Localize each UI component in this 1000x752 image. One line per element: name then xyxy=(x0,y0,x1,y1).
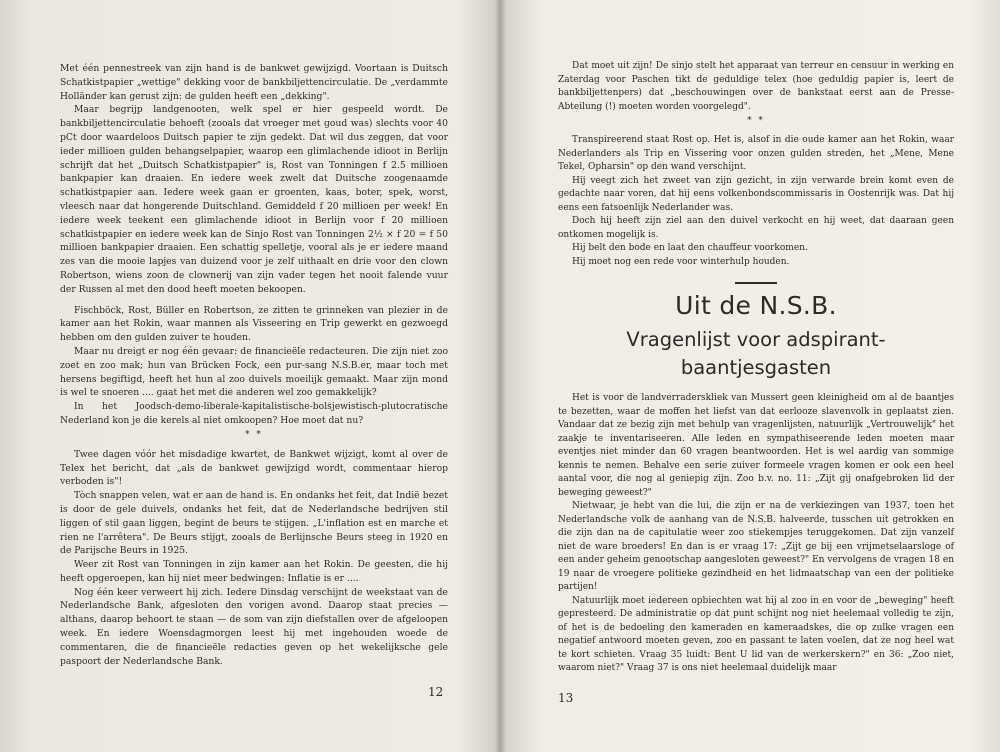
paragraph: Fischböck, Rost, Büller en Robertson, ze zitten te grinneken van plezier in de kamer aan het Rokin, waar mannen als Visseering en Trip gewerkt en gezwoegd hebben om den gulden zuiver te houden. xyxy=(60,304,448,344)
paragraph: Natuurlijk moet iedereen opbiechten wat hij al zoo in en voor de „beweging" heeft gepresteerd. De administratie op dat punt schijnt nog niet heelemaal volledig te zijn, of het is de bedoeling den kameraden en kameraadskes, die op zulke vragen een negatief antwoord moeten geven, zoo en passant te laten voelen, dat ze nog heel wat te kort schieten. Vraag 35 luidt: Bent U lid van de werkerskern?" en 36: „Zoo niet, waarom niet?" Vraag 37 is ons niet heelemaal duidelijk maar xyxy=(558,595,954,673)
paragraph: In het Joodsch-demo-liberale-kapitalistische-bolsjewistisch-plutocratische Nederland kon je die kerels al niet omkoopen? Hoe moet dat nu? xyxy=(60,401,448,426)
paragraph: Tòch snappen velen, wat er aan de hand is. En ondanks het feit, dat Indië bezet is door de gele duivels, ondanks het feit, dat de Nederlandsche bedrijven stil liggen of stil gaan liggen, begint de beurs te stijgen. „L'inflation est en marche et rien ne l'arrêtera". De Beurs stijgt, zooals de Berlijnsche Beurs steeg in 1920 en de Parijsche Beurs in 1925. xyxy=(60,490,448,557)
paragraph: Twee dagen vóór het misdadige kwartet, de Bankwet wijzigt, komt al over de Telex het bericht, dat „als de bankwet gewijzigd wordt, commentaar hierop verboden is"! xyxy=(60,448,448,488)
section-separator: * * xyxy=(245,429,263,440)
paragraph: Hij belt den bode en laat den chauffeur voorkomen. xyxy=(572,243,808,253)
paragraph: Maar begrijp landgenooten, welk spel er hier gespeeld wordt. De bankbiljettencirculatie behoeft (zooals dat vroeger met goud was) slechts voor 40 pCt door waardeloos Duitsch papier te zijn gedekt. Dat wil dus zeggen, dat voor ieder millioen gulden behangselpapier, waarop een glimlachende idioot in Berlijn schrijft dat het „Duitsch Schatkistpapier" is, Rost van Tonningen f 2.5 millioen bankpapier kan draaien. En iedere week zwelt dat Duitsche zoogenaamde schatkistpapier aan. Iedere week gaan er groenten, kaas, boter, spek, worst, vleesch naar dat hongerende Duitschland. Gemiddeld f 20 millioen per week! En iedere week teekent een glimlachende idioot in Berlijn voor f 20 millioen schatkistpapier en iedere week kan de Sinjo Rost van Tonningen 2½ × f 20 = f 50 millioen bankpapier draaien. Een schattig spelletje, vooral als je er iedere maand zes van die mooie lapjes van duizend voor je zelf uithaalt en drie voor den clown Robertson, wiens zoon de clownerij van zijn vader tegen het nooit falende vuur der Russen al met den dood heeft moeten bekoopen. xyxy=(60,104,448,295)
paragraph: Met één pennestreek van zijn hand is de bankwet gewijzigd. Voortaan is Duitsch Schatkistpapier „wettige" dekking voor de bankbiljettencirculatie. De „verdammte Holländer kan gerust zijn: de gulden heeft een „dekking". xyxy=(60,63,448,102)
section-subheading: Vragenlijst voor adspirant-baantjesgasten xyxy=(626,328,886,379)
right-page xyxy=(500,0,1000,752)
paragraph: Hij moet nog een rede voor winterhulp houden. xyxy=(572,256,790,267)
paragraph: Nietwaar, je hebt van die lui, die zijn er na de verkiezingen van 1937, toen het Nederlandsche volk de aanhang van de N.S.B. halveerde, tusschen uit getrokken en die zijn dan na de capitulatie weer zoo stiekempjes teruggekomen. Dat zijn vanzelf niet de ware broeders! En dan is er vraag 17: „Zijt ge bij een vrijmetselaarsloge of een ander geheim genootschap aangesloten geweest?" En vervolgens de vragen 18 en 19 naar de vroegere politieke gezindheid en het lidmaatschap van een der politieke partijen! xyxy=(558,501,954,592)
paragraph: Doch hij heeft zijn ziel aan den duivel verkocht en hij weet, dat daaraan geen ontkomen mogelijk is. xyxy=(558,216,954,240)
page-number: 12 xyxy=(428,685,444,699)
paragraph: Maar nu dreigt er nog één gevaar: de financieële redacteuren. Die zijn niet zoo zoet en zoo mak; hun van Brücken Fock, een pur-sang N.S.B.er, maar toch met hersens begiftigd, heeft het hun al zoo duivels moeilijk gemaakt. Maar zijn mond is wel te snoeren .... gaat het met die anderen wel zoo gemakkelijk? xyxy=(60,345,448,399)
left-page-text xyxy=(60,62,448,668)
right-page-text xyxy=(558,60,954,676)
section-heading: Uit de N.S.B. xyxy=(675,291,837,320)
paragraph: Weer zit Rost van Tonningen in zijn kamer aan het Rokin. De geesten, die hij heeft opgeroepen, kan hij niet meer bedwingen: Inflatie is er .... xyxy=(60,559,448,584)
heading-rule xyxy=(735,282,777,284)
paragraph: Nog één keer verweert hij zich. Iedere Dinsdag verschijnt de weekstaat van de Nederlandsche Bank, afgesloten den vorigen avond. Daarop staat precies — althans, daarop behoort te staan — de som van zijn diefstallen over de afgeloopen week. En iedere Woensdagmorgen leest hij met ingehouden woede de commentaren, die de financieële redacties geven op het wekelijksche gele paspoort der Nederlandsche Bank. xyxy=(60,586,448,667)
page-number: 13 xyxy=(558,691,574,705)
paragraph: Transpireerend staat Rost op. Het is, alsof in die oude kamer aan het Rokin, waar Nederlanders als Trip en Vissering voor onzen gulden streden, het „Mene, Mene Tekel, Opharsin" op den wand verschijnt. xyxy=(558,135,954,172)
section-separator: * * xyxy=(747,116,765,126)
paragraph: Het is voor de landverraderskliek van Mussert geen kleinigheid om al de baantjes te bezetten, waar de moffen het liefst van dat eerlooze slavenvolk in geplaatst zien. Vandaar dat ze bezig zijn met behulp van vragenlijsten, natuurlijk „Vertrouwelijk" het zaakje te inventariseeren. Alle leden en sympathiseerende leden moeten maar eventjes niet minder dan 60 vragen beantwoorden. Het is wel aardig van sommige kennis te nemen. Behalve een serie zuiver formeele vragen komen er ook een heel aantal voor, die nog al geniepig zijn. Zoo b.v. no. 11: „Zijt gij onafgebroken lid der beweging geweest?" xyxy=(558,393,954,498)
paragraph: Hij veegt zich het zweet van zijn gezicht, in zijn verwarde brein komt even de gedachte naar voren, dat hij eens volkenbondscommissaris in Oostenrijk was. Dat hij eens een fatsoenlijk Nederlander was. xyxy=(558,175,954,213)
paragraph: Dat moet uit zijn! De sinjo stelt het apparaat van terreur en censuur in werking en Zaterdag voor Paschen tikt de geduldige telex (hoe geduldig papier is, leert de bankbiljettenpers) dat „beschouwingen over de bankstaat eerst aan de Presse-Abteilung (!) moeten worden voorgelegd". xyxy=(558,61,954,112)
